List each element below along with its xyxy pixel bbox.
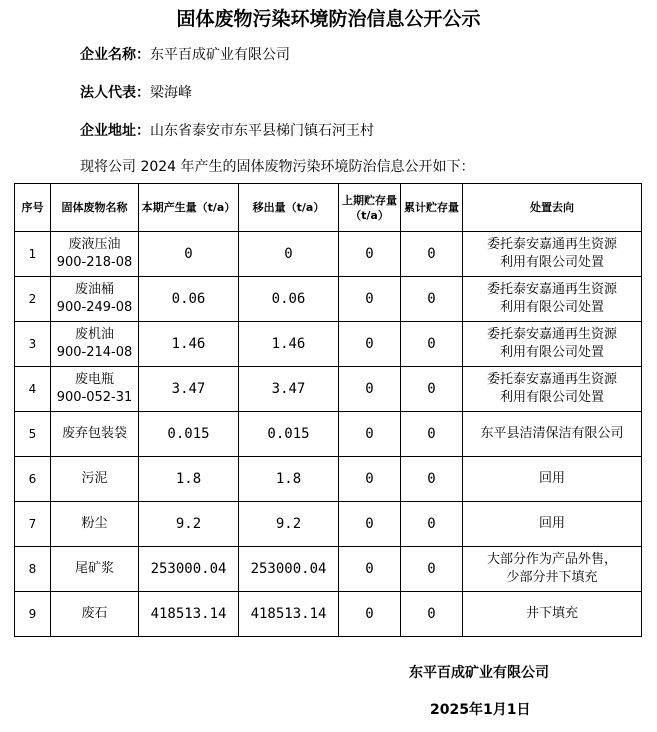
cell-produced <box>139 502 239 547</box>
table-row <box>15 502 642 547</box>
cell-no-text: 9 <box>28 607 37 621</box>
cell-destination-text-2: 利用有限公司处置 <box>499 300 604 315</box>
cell-cum-storage-text: 0 <box>427 291 436 307</box>
cell-cum-storage-text: 0 <box>427 246 436 262</box>
cell-name-text: 废液压油 <box>68 237 121 252</box>
cell-name-text: 废弃包装袋 <box>61 426 127 441</box>
cell-name-text: 废电瓶 <box>74 372 114 387</box>
cell-produced <box>139 547 239 592</box>
cell-name <box>51 547 139 592</box>
cell-destination-text: 委托泰安嘉通再生资源 <box>486 282 617 297</box>
cell-destination-text: 东平县洁清保洁有限公司 <box>480 426 624 441</box>
cell-moved <box>239 232 339 277</box>
cell-no-text: 6 <box>28 472 37 486</box>
cell-prev-storage <box>339 412 401 457</box>
cell-destination-text-2: 利用有限公司处置 <box>499 390 604 405</box>
legal-rep-value: 梁海峰 <box>150 85 192 101</box>
legal-rep-label: 法人代表： <box>80 85 150 101</box>
cell-cum-storage-text: 0 <box>427 426 436 442</box>
address-line <box>80 120 374 140</box>
cell-no <box>15 547 51 592</box>
cell-produced-text: 1.46 <box>171 336 206 352</box>
cell-produced <box>139 592 239 637</box>
cell-moved-text: 253000.04 <box>250 561 327 577</box>
cell-name-text: 粉尘 <box>81 516 108 531</box>
cell-moved-text: 0 <box>284 246 293 262</box>
cell-moved-text: 418513.14 <box>250 606 327 622</box>
cell-produced-text: 1.8 <box>175 471 202 487</box>
cell-produced-text: 253000.04 <box>150 561 227 577</box>
cell-prev-storage <box>339 547 401 592</box>
cell-destination-text-2: 少部分井下填充 <box>506 570 598 585</box>
address-value: 山东省泰安市东平县梯门镇石河王村 <box>150 123 374 139</box>
cell-moved <box>239 457 339 502</box>
cell-name-text: 废油桶 <box>74 282 114 297</box>
cell-name-text: 尾矿浆 <box>74 561 114 576</box>
company-name-label: 企业名称： <box>80 47 150 63</box>
cell-produced-text: 0.015 <box>167 426 210 442</box>
cell-produced <box>139 412 239 457</box>
cell-cum-storage-text: 0 <box>427 606 436 622</box>
cell-destination <box>463 502 642 547</box>
cell-destination-text: 大部分作为产品外售， <box>486 552 617 567</box>
cell-prev-storage-text: 0 <box>365 606 374 622</box>
cell-produced <box>139 232 239 277</box>
cell-no <box>15 457 51 502</box>
cell-produced-text: 0 <box>184 246 193 262</box>
cell-prev-storage <box>339 277 401 322</box>
cell-prev-storage-text: 0 <box>365 561 374 577</box>
cell-moved-text: 0.015 <box>267 426 310 442</box>
cell-name-text-2: 900-218-08 <box>56 255 133 270</box>
cell-name-text-2: 900-249-08 <box>56 300 133 315</box>
cell-no-text: 1 <box>28 247 37 261</box>
cell-produced <box>139 367 239 412</box>
table-row <box>15 367 642 412</box>
table-row <box>15 592 642 637</box>
cell-cum-storage <box>401 592 463 637</box>
cell-prev-storage-text: 0 <box>365 426 374 442</box>
cell-prev-storage <box>339 502 401 547</box>
cell-prev-storage <box>339 457 401 502</box>
cell-no <box>15 367 51 412</box>
cell-destination-text: 井下填充 <box>525 606 578 621</box>
cell-cum-storage <box>401 547 463 592</box>
cell-destination-text-2: 利用有限公司处置 <box>499 255 604 270</box>
cell-no-text: 5 <box>28 427 37 441</box>
header-prev-storage: 上期贮存量（t/a） <box>339 184 401 232</box>
company-name-line <box>80 44 290 64</box>
table-header-row <box>15 184 642 232</box>
cell-no <box>15 412 51 457</box>
cell-name-text: 废机油 <box>74 327 114 342</box>
header-destination: 处置去向 <box>463 184 642 232</box>
cell-destination <box>463 367 642 412</box>
intro-text: 现将公司 2024 年产生的固体废物污染环境防治信息公开如下： <box>80 159 475 175</box>
cell-destination <box>463 457 642 502</box>
header-cum-storage: 累计贮存量 <box>401 184 463 232</box>
table-row <box>15 277 642 322</box>
cell-cum-storage-text: 0 <box>427 336 436 352</box>
cell-cum-storage-text: 0 <box>427 561 436 577</box>
header-no: 序号 <box>15 184 51 232</box>
cell-destination-text: 回用 <box>538 516 565 531</box>
cell-destination <box>463 232 642 277</box>
cell-cum-storage-text: 0 <box>427 381 436 397</box>
cell-moved <box>239 502 339 547</box>
header-name: 固体废物名称 <box>51 184 139 232</box>
cell-prev-storage-text: 0 <box>365 291 374 307</box>
cell-name <box>51 232 139 277</box>
cell-produced-text: 418513.14 <box>150 606 227 622</box>
cell-produced <box>139 457 239 502</box>
cell-moved-text: 3.47 <box>271 381 306 397</box>
header-moved: 移出量（t/a） <box>239 184 339 232</box>
table-row <box>15 232 642 277</box>
cell-moved-text: 1.46 <box>271 336 306 352</box>
cell-moved <box>239 592 339 637</box>
cell-moved <box>239 547 339 592</box>
table-row <box>15 547 642 592</box>
cell-moved-text: 9.2 <box>275 516 302 532</box>
cell-no <box>15 232 51 277</box>
table-row <box>15 412 642 457</box>
cell-moved <box>239 322 339 367</box>
cell-name <box>51 412 139 457</box>
cell-prev-storage <box>339 367 401 412</box>
cell-no-text: 8 <box>28 562 37 576</box>
waste-table <box>14 183 642 637</box>
signature-company: 东平百成矿业有限公司 <box>409 665 549 681</box>
cell-cum-storage <box>401 277 463 322</box>
legal-rep-line <box>80 82 192 102</box>
cell-name <box>51 277 139 322</box>
cell-prev-storage-text: 0 <box>365 381 374 397</box>
cell-moved-text: 0.06 <box>271 291 306 307</box>
cell-no <box>15 277 51 322</box>
cell-cum-storage <box>401 502 463 547</box>
cell-produced <box>139 322 239 367</box>
cell-destination <box>463 277 642 322</box>
cell-name <box>51 592 139 637</box>
cell-moved-text: 1.8 <box>275 471 302 487</box>
cell-name-text: 废石 <box>81 606 108 621</box>
cell-destination <box>463 322 642 367</box>
cell-destination-text: 委托泰安嘉通再生资源 <box>486 372 617 387</box>
cell-no-text: 2 <box>28 292 37 306</box>
cell-no <box>15 592 51 637</box>
cell-moved <box>239 277 339 322</box>
cell-destination-text-2: 利用有限公司处置 <box>499 345 604 360</box>
cell-moved <box>239 412 339 457</box>
cell-no-text: 4 <box>28 382 37 396</box>
cell-prev-storage-text: 0 <box>365 471 374 487</box>
cell-name-text-2: 900-052-31 <box>56 390 133 405</box>
cell-cum-storage-text: 0 <box>427 471 436 487</box>
table-row <box>15 322 642 367</box>
cell-destination-text: 回用 <box>538 471 565 486</box>
cell-destination-text: 委托泰安嘉通再生资源 <box>486 237 617 252</box>
cell-destination <box>463 592 642 637</box>
page-title: 固体废物污染环境防治信息公开公示 <box>176 8 481 30</box>
header-produced: 本期产生量（t/a） <box>139 184 239 232</box>
cell-destination <box>463 547 642 592</box>
cell-cum-storage <box>401 457 463 502</box>
cell-name <box>51 367 139 412</box>
table-row <box>15 457 642 502</box>
cell-no-text: 7 <box>28 517 37 531</box>
cell-prev-storage <box>339 322 401 367</box>
cell-no <box>15 322 51 367</box>
cell-produced <box>139 277 239 322</box>
cell-cum-storage <box>401 232 463 277</box>
cell-cum-storage <box>401 367 463 412</box>
cell-prev-storage <box>339 232 401 277</box>
cell-moved <box>239 367 339 412</box>
cell-destination <box>463 412 642 457</box>
cell-cum-storage <box>401 322 463 367</box>
cell-name-text: 污泥 <box>81 471 108 486</box>
cell-prev-storage-text: 0 <box>365 516 374 532</box>
cell-produced-text: 0.06 <box>171 291 206 307</box>
cell-produced-text: 3.47 <box>171 381 206 397</box>
cell-destination-text: 委托泰安嘉通再生资源 <box>486 327 617 342</box>
company-name-value: 东平百成矿业有限公司 <box>150 47 290 63</box>
cell-name <box>51 322 139 367</box>
address-label: 企业地址： <box>80 123 150 139</box>
cell-no-text: 3 <box>28 337 37 351</box>
cell-cum-storage <box>401 412 463 457</box>
cell-name <box>51 457 139 502</box>
cell-name-text-2: 900-214-08 <box>56 345 133 360</box>
cell-prev-storage <box>339 592 401 637</box>
signature-date: 2025年1月1日 <box>430 702 531 718</box>
cell-produced-text: 9.2 <box>175 516 202 532</box>
cell-prev-storage-text: 0 <box>365 246 374 262</box>
cell-prev-storage-text: 0 <box>365 336 374 352</box>
cell-cum-storage-text: 0 <box>427 516 436 532</box>
cell-name <box>51 502 139 547</box>
cell-no <box>15 502 51 547</box>
